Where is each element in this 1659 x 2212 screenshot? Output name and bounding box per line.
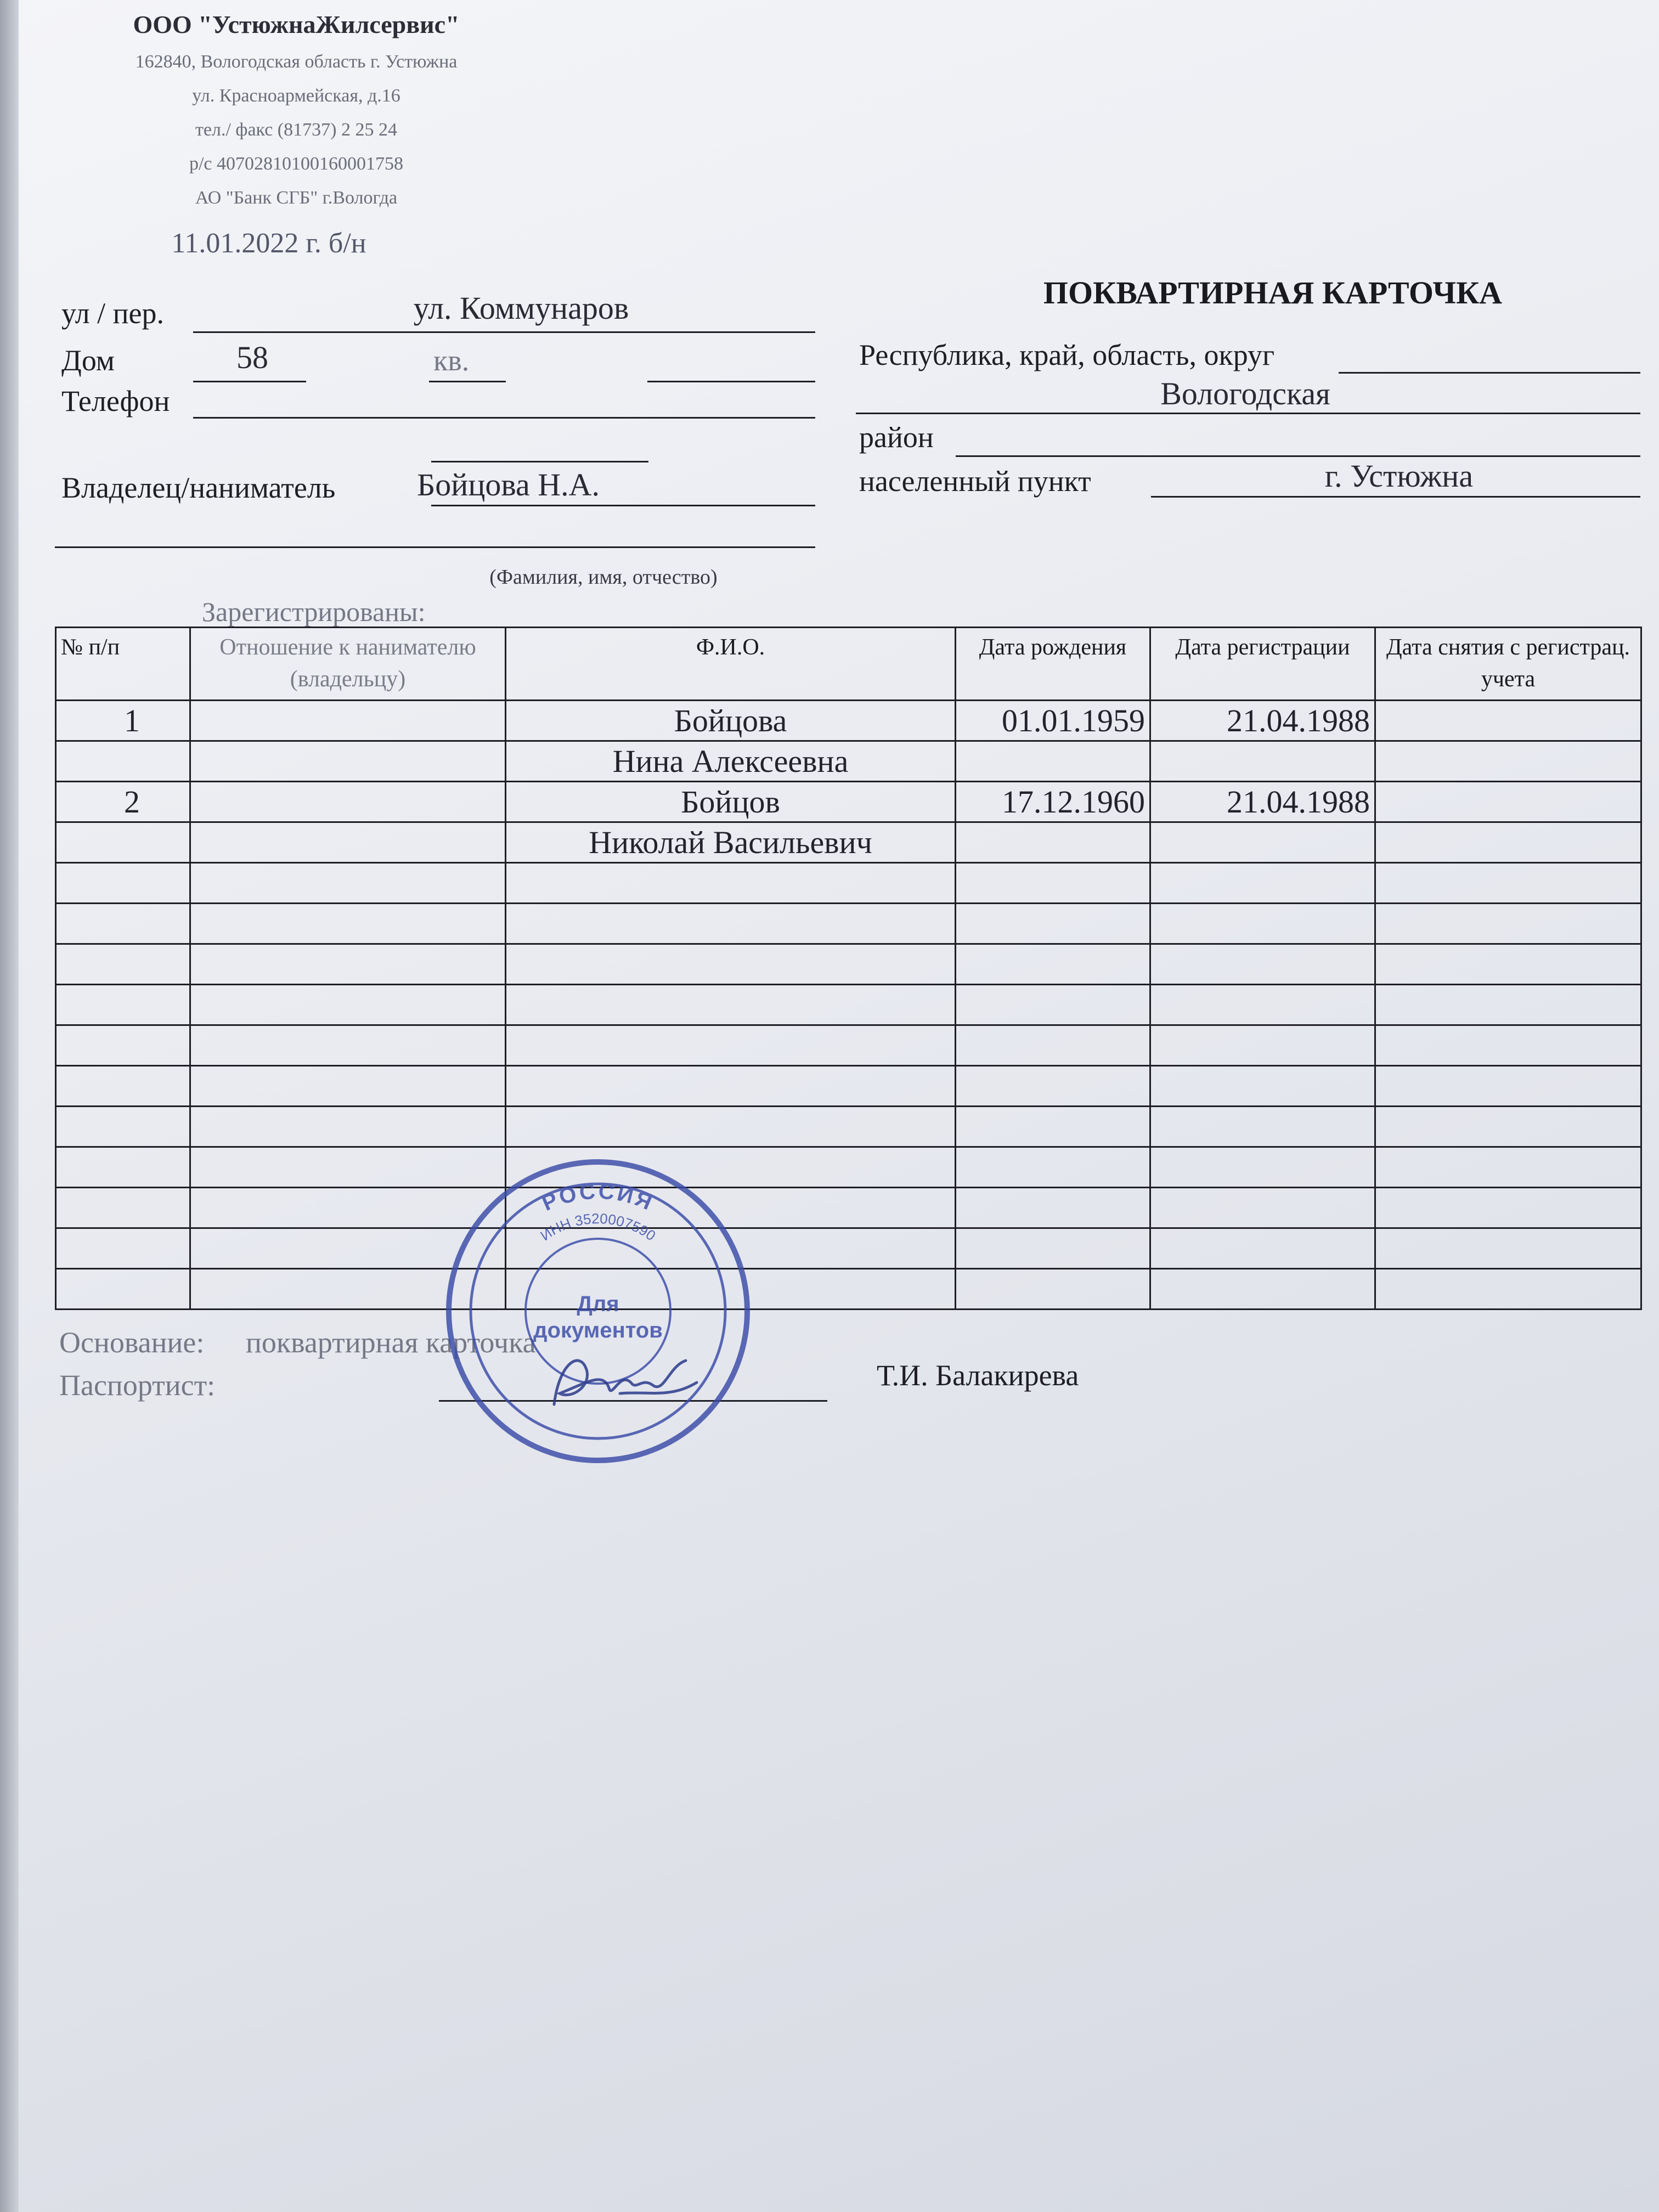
empty-row [56, 1188, 1641, 1228]
empty-cell [956, 944, 1150, 985]
empty-cell [56, 1107, 190, 1147]
empty-cell [1150, 944, 1375, 985]
district-line [956, 455, 1640, 457]
owner-line [431, 505, 815, 506]
empty-cell [956, 1269, 1150, 1310]
empty-cell [956, 1188, 1150, 1228]
apartment-label: кв. [433, 344, 470, 377]
header-fio: Ф.И.О. [506, 628, 956, 701]
cell-birth-date: 17.12.1960 [956, 782, 1150, 822]
empty-cell [56, 1269, 190, 1310]
company-address: 162840, Вологодская область г. Устюжна [135, 52, 458, 72]
region-label: Республика, край, область, округ [859, 338, 1275, 371]
company-street: ул. Красноармейская, д.16 [192, 86, 400, 106]
empty-row [56, 1066, 1641, 1107]
empty-cell [190, 1107, 506, 1147]
phone-line [193, 417, 815, 419]
empty-cell [1375, 1107, 1641, 1147]
empty-row [56, 863, 1641, 904]
cell-deregistration-date [1375, 741, 1641, 782]
background-edge [0, 0, 19, 2212]
empty-cell [1375, 1025, 1641, 1066]
table-row [56, 701, 1641, 741]
cell-registration-date [1150, 741, 1375, 782]
empty-cell [1150, 1188, 1375, 1228]
empty-row [56, 944, 1641, 985]
locality-label: населенный пункт [859, 465, 1091, 498]
empty-cell [1375, 1066, 1641, 1107]
basis-value: поквартирная карточка [246, 1326, 536, 1359]
stamp-inn: ИНН 3520007590 [537, 1210, 659, 1244]
cell-fio: Бойцова [506, 701, 956, 741]
phone-label: Телефон [61, 385, 170, 417]
cell-birth-date [956, 822, 1150, 863]
empty-cell [956, 863, 1150, 904]
cell-relation [190, 782, 506, 822]
cell-birth-date: 01.01.1959 [956, 701, 1150, 741]
owner-second-line [55, 546, 815, 548]
table-row [56, 782, 1641, 822]
empty-cell [506, 985, 956, 1025]
empty-row [56, 1025, 1641, 1066]
owner-value: Бойцова Н.А. [417, 467, 600, 503]
cell-fio: Бойцов [506, 782, 956, 822]
house-line [193, 381, 306, 382]
table-row [56, 822, 1641, 863]
empty-cell [506, 944, 956, 985]
round-stamp [433, 1147, 763, 1476]
header-registration-date: Дата регистрации [1150, 628, 1375, 701]
extra-line [647, 381, 815, 382]
cell-deregistration-date [1375, 822, 1641, 863]
empty-cell [56, 904, 190, 944]
table-header-row [56, 628, 1641, 701]
empty-cell [506, 1066, 956, 1107]
empty-cell [1150, 1107, 1375, 1147]
cell-relation [190, 701, 506, 741]
empty-cell [1375, 1269, 1641, 1310]
company-name: ООО "УстюжнаЖилсервис" [133, 10, 460, 38]
header-num: № п/п [56, 628, 190, 701]
empty-cell [956, 985, 1150, 1025]
cell-deregistration-date [1375, 782, 1641, 822]
empty-cell [56, 944, 190, 985]
empty-cell [1150, 1228, 1375, 1269]
locality-line [1151, 496, 1640, 498]
empty-cell [56, 1228, 190, 1269]
header-deregistration-date: Дата снятия с регистрац. учета [1375, 628, 1641, 701]
empty-cell [506, 1025, 956, 1066]
empty-cell [1375, 904, 1641, 944]
stamp-center-line2: документов [533, 1318, 663, 1342]
empty-cell [190, 1066, 506, 1107]
company-account: р/с 40702810100160001758 [189, 154, 404, 174]
header-birth-date: Дата рождения [956, 628, 1150, 701]
empty-cell [1150, 1025, 1375, 1066]
basis-label: Основание: [59, 1326, 205, 1359]
cell-registration-date: 21.04.1988 [1150, 701, 1375, 741]
empty-row [56, 1228, 1641, 1269]
cell-num [56, 741, 190, 782]
empty-cell [956, 1025, 1150, 1066]
street-line [193, 331, 815, 333]
empty-cell [190, 904, 506, 944]
street-label: ул / пер. [61, 297, 164, 330]
empty-cell [190, 863, 506, 904]
stamp-center-line1: Для [577, 1292, 619, 1316]
empty-cell [1150, 1269, 1375, 1310]
cell-relation [190, 822, 506, 863]
table-row [56, 741, 1641, 782]
empty-row [56, 904, 1641, 944]
cell-relation [190, 741, 506, 782]
empty-cell [1150, 985, 1375, 1025]
house-value: 58 [236, 340, 268, 375]
owner-upper-line [431, 461, 648, 462]
empty-cell [56, 1025, 190, 1066]
empty-cell [506, 863, 956, 904]
empty-cell [1150, 904, 1375, 944]
empty-cell [956, 904, 1150, 944]
empty-cell [956, 1228, 1150, 1269]
empty-cell [956, 1107, 1150, 1147]
cell-num: 1 [56, 701, 190, 741]
empty-row [56, 1147, 1641, 1188]
street-value: ул. Коммунаров [413, 290, 629, 326]
empty-cell [506, 1107, 956, 1147]
table-body [56, 701, 1641, 1310]
empty-cell [190, 985, 506, 1025]
header-relation: Отношение к нанимателю (владельцу) [190, 628, 506, 701]
empty-cell [1375, 1147, 1641, 1188]
company-phone: тел./ факс (81737) 2 25 24 [195, 120, 397, 140]
empty-cell [956, 1147, 1150, 1188]
empty-row [56, 985, 1641, 1025]
cell-registration-date [1150, 822, 1375, 863]
registered-label: Зарегистрированы: [202, 596, 426, 627]
empty-cell [506, 904, 956, 944]
empty-cell [956, 1066, 1150, 1107]
company-bank: АО "Банк СГБ" г.Вологда [195, 188, 398, 208]
district-label: район [859, 421, 934, 454]
cell-registration-date: 21.04.1988 [1150, 782, 1375, 822]
empty-cell [1150, 1147, 1375, 1188]
region-line [1339, 372, 1640, 374]
stamp-country: РОССИЯ [538, 1179, 658, 1216]
passport-officer-label: Паспортист: [59, 1369, 216, 1402]
region-value: Вологодская [1160, 376, 1330, 411]
empty-cell [1150, 863, 1375, 904]
fio-caption: (Фамилия, имя, отчество) [489, 566, 718, 589]
empty-cell [1375, 985, 1641, 1025]
empty-cell [56, 1066, 190, 1107]
cell-num: 2 [56, 782, 190, 822]
cell-deregistration-date [1375, 701, 1641, 741]
empty-row [56, 1269, 1641, 1310]
handwritten-signature [538, 1339, 702, 1426]
empty-cell [56, 1147, 190, 1188]
empty-cell [1150, 1066, 1375, 1107]
cell-fio: Николай Васильевич [506, 822, 956, 863]
cell-fio: Нина Алексеевна [506, 741, 956, 782]
document-date: 11.01.2022 г. б/н [171, 228, 366, 259]
locality-value: г. Устюжна [1324, 458, 1474, 494]
empty-cell [1375, 1228, 1641, 1269]
registration-table [55, 627, 1642, 1310]
cell-birth-date [956, 741, 1150, 782]
region-value-line [856, 413, 1640, 414]
empty-cell [56, 1188, 190, 1228]
empty-cell [190, 944, 506, 985]
empty-cell [56, 863, 190, 904]
cell-num [56, 822, 190, 863]
passport-officer-name: Т.И. Балакирева [877, 1359, 1079, 1392]
empty-cell [1375, 1188, 1641, 1228]
house-label: Дом [61, 344, 115, 377]
apartment-line [429, 381, 506, 382]
empty-cell [190, 1025, 506, 1066]
empty-cell [56, 985, 190, 1025]
empty-row [56, 1107, 1641, 1147]
empty-cell [1375, 944, 1641, 985]
owner-label: Владелец/наниматель [61, 471, 336, 504]
empty-cell [1375, 863, 1641, 904]
page-title: ПОКВАРТИРНАЯ КАРТОЧКА [1043, 275, 1503, 311]
